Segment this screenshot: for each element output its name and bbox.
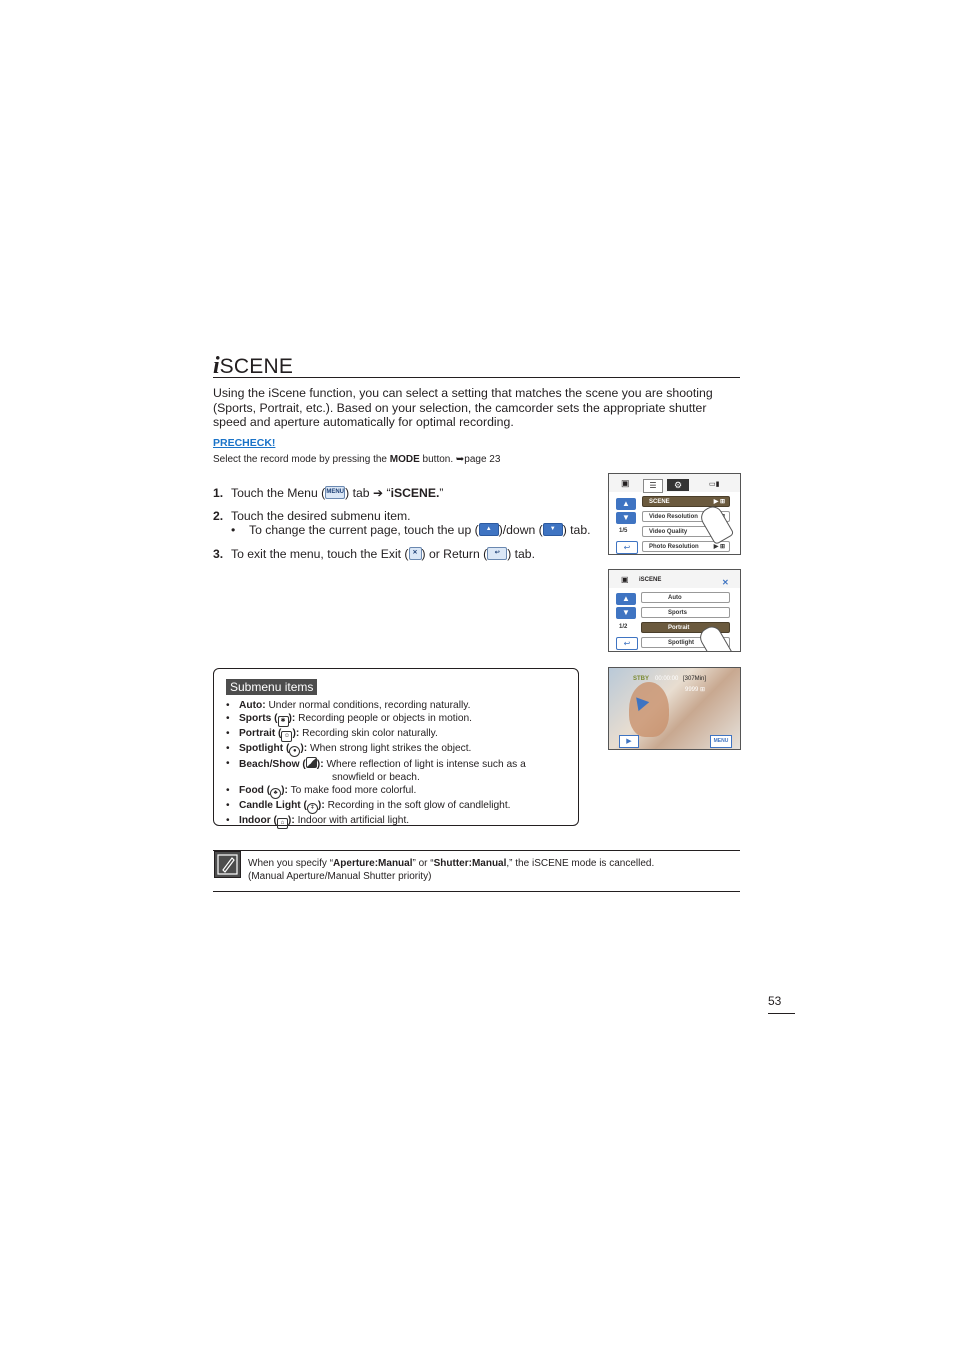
step-2: 2. Touch the desired submenu item. (213, 509, 411, 523)
step-1: 1. Touch the Menu (MENU) tab ➔ “iSCENE.” (213, 486, 444, 500)
page-number: 53 (768, 994, 782, 1008)
finger-icon (697, 503, 734, 545)
page-number-rule (768, 1013, 795, 1014)
spotlight-icon: ● (289, 746, 300, 757)
play-icon[interactable]: ▶ (619, 735, 639, 748)
portrait-icon: ☺ (281, 731, 292, 742)
menu-screen (608, 473, 741, 555)
return-button[interactable]: ↩ (616, 637, 638, 650)
indoor-icon: ⌂ (277, 818, 288, 829)
down-button[interactable]: ▼ (616, 512, 636, 524)
page-title (213, 353, 740, 378)
child-photo (629, 682, 669, 737)
menu-icon: MENU (325, 486, 345, 499)
up-button[interactable]: ▲ (616, 498, 636, 510)
list-item: • Portrait ( ☺ ): Recording skin color naturally. (226, 727, 566, 742)
return-icon: ↩ (487, 547, 507, 560)
menu-row-photo-resolution[interactable]: Photo Resolution ▶ ⊞ (642, 541, 730, 552)
scene-row-spotlight[interactable]: Spotlight (641, 637, 730, 648)
page-indicator: 1/2 (619, 624, 628, 630)
exit-icon[interactable]: ✕ (722, 578, 729, 587)
food-icon: ♣ (270, 788, 281, 799)
candle-icon: ǂ (307, 803, 318, 814)
page-indicator: 1/5 (619, 528, 628, 534)
intro-paragraph: Using the iScene function, you can select a setting that matches the scene you are shooting (Sports, Portrait, etc.). Based on your selection, the camcorder sets the appropriate shutter speed and aperture automatically for optimal recording. (213, 386, 713, 430)
down-arrow-icon: ▼ (543, 523, 563, 536)
camera-icon: ▣ (621, 575, 629, 584)
note-divider-bottom (213, 891, 740, 892)
exit-icon: ✕ (409, 547, 422, 560)
menu-tab-icon[interactable]: ☰ (643, 479, 663, 493)
return-button[interactable]: ↩ (616, 541, 638, 554)
sports-icon: ✱ (278, 716, 289, 727)
recording-screen: STBY 00:00:00 [307Min] 9999 ⊞ ▶ MENU (608, 667, 741, 750)
gear-icon[interactable]: ⚙ (667, 479, 689, 491)
note-pencil-icon (214, 851, 241, 878)
menu-row-scene[interactable]: SCENE ▶ ⊞ (642, 496, 730, 507)
list-item: • Food ( ♣ ): To make food more colorful. (226, 784, 566, 799)
camera-icon: ▣ (621, 478, 630, 488)
iscene-screen (608, 569, 741, 652)
up-arrow-icon: ▲ (479, 523, 499, 536)
submenu-list (226, 699, 566, 829)
list-item: • Indoor ( ⌂ ): Indoor with artificial light. (226, 814, 566, 829)
up-button[interactable]: ▲ (616, 593, 636, 605)
submenu-title: Submenu items (226, 679, 317, 695)
menu-row-video-quality[interactable]: Video Quality (642, 526, 730, 537)
title-prefix: i (213, 353, 220, 379)
submenu-box (213, 668, 579, 826)
screen-title: iSCENE (639, 577, 662, 583)
note-text: When you specify “Aperture:Manual” or “Shutter:Manual,” the iSCENE mode is cancelled. (Manual Aperture/Manual Shutter priority) (248, 858, 655, 882)
down-button[interactable]: ▼ (616, 607, 636, 619)
scene-row-sports[interactable]: Sports (641, 607, 730, 618)
step-2-bullet: • To change the current page, touch the up ( ▲ )/down ( ▼ ) tab. (231, 523, 591, 537)
menu-button[interactable]: MENU (710, 735, 732, 748)
list-item: • Spotlight ( ● ): When strong light strikes the object. (226, 742, 566, 757)
scene-row-portrait[interactable]: Portrait (641, 622, 730, 633)
step-3: 3. To exit the menu, touch the Exit ( ✕ ) or Return ( ↩ ) tab. (213, 547, 535, 561)
note-divider-top (213, 850, 740, 851)
list-item: • Auto: Under normal conditions, recording naturally. (226, 699, 566, 712)
precheck-text: Select the record mode by pressing the MODE button. ➥page 23 (213, 454, 501, 465)
precheck-label: PRECHECK! (213, 437, 276, 449)
list-item: • Beach/Show ( ): Where reflection of light is intense such as a snowfield or beach. (226, 757, 566, 784)
list-item: • Sports ( ✱ ): Recording people or objects in motion. (226, 712, 566, 727)
battery-icon: ▭▮ (709, 481, 720, 488)
title-text: SCENE (219, 355, 294, 378)
list-item: • Candle Light ( ǂ ): Recording in the soft glow of candlelight. (226, 799, 566, 814)
scene-row-auto[interactable]: Auto (641, 592, 730, 603)
beach-icon (306, 757, 317, 768)
menu-row-video-resolution[interactable]: Video Resolution (642, 511, 730, 522)
